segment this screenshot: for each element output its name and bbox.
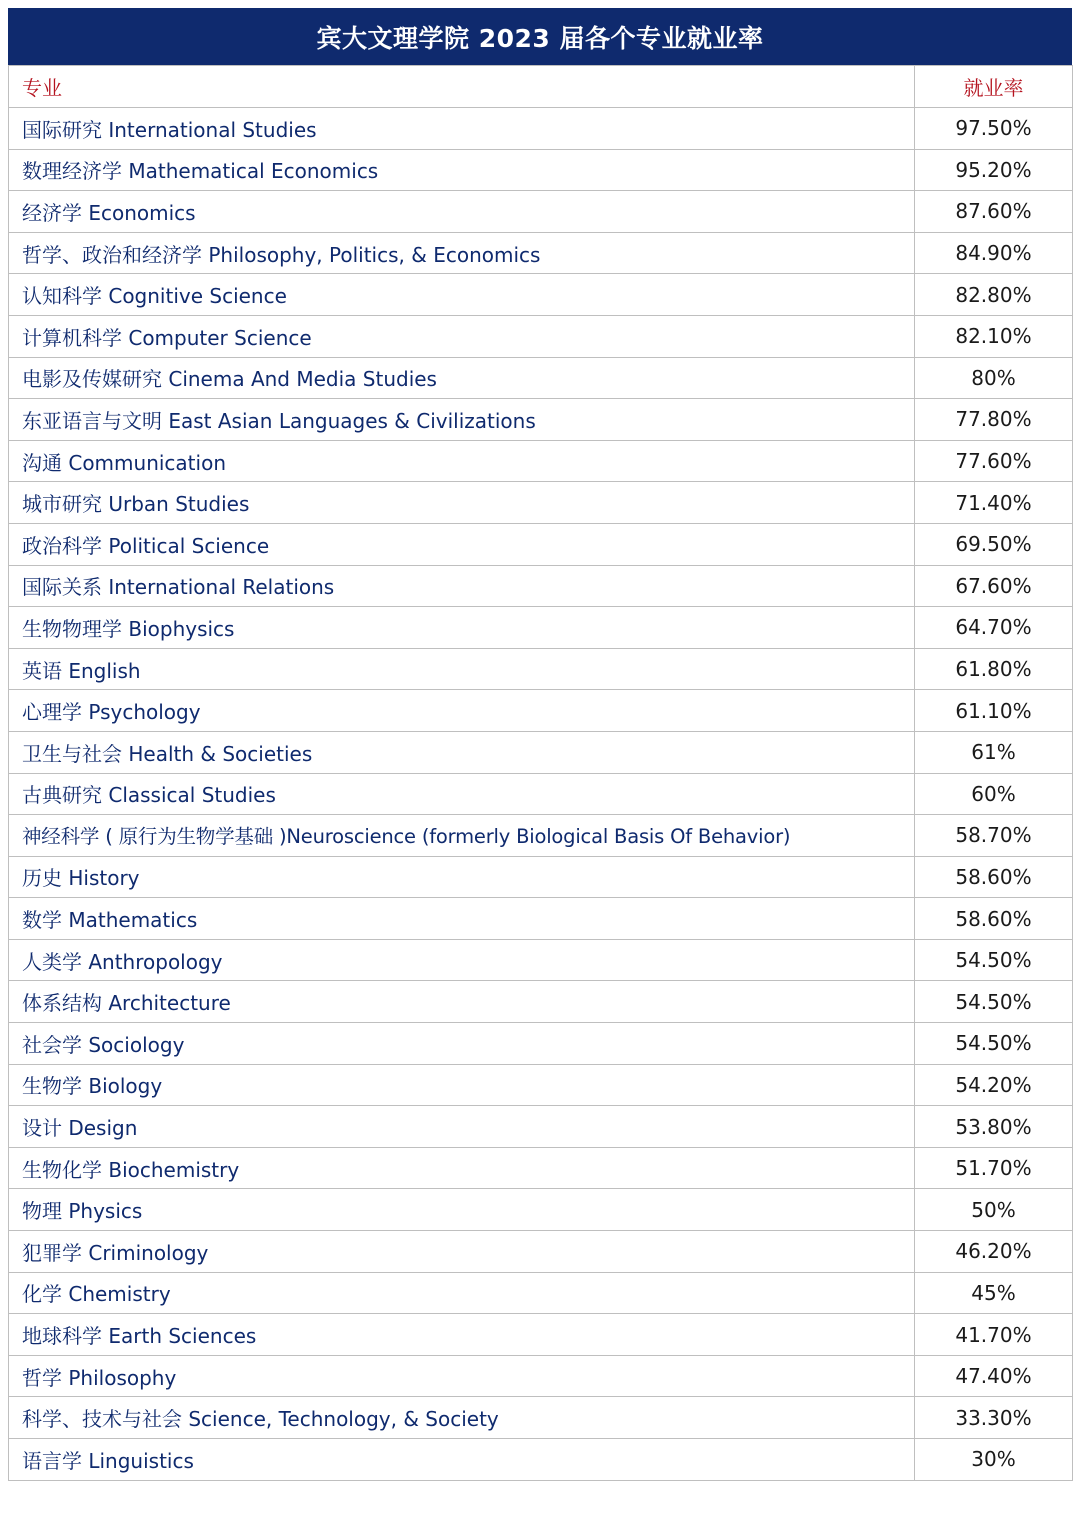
table-row	[9, 232, 1073, 274]
major-cell: 城市研究 Urban Studies	[9, 482, 915, 524]
table-title: 宾大文理学院 2023 届各个专业就业率	[8, 8, 1072, 65]
major-cell: 体系结构 Architecture	[9, 981, 915, 1023]
rate-cell: 84.90%	[915, 232, 1073, 274]
rate-cell: 61%	[915, 731, 1073, 773]
table-row	[9, 648, 1073, 690]
rate-cell: 58.60%	[915, 898, 1073, 940]
major-cell: 经济学 Economics	[9, 191, 915, 233]
major-cell: 科学、技术与社会 Science, Technology, & Society	[9, 1397, 915, 1439]
rate-cell: 46.20%	[915, 1231, 1073, 1273]
rate-cell: 95.20%	[915, 149, 1073, 191]
table-header-row	[9, 66, 1073, 108]
major-cell: 历史 History	[9, 856, 915, 898]
major-cell: 语言学 Linguistics	[9, 1439, 915, 1481]
rate-cell: 45%	[915, 1272, 1073, 1314]
major-cell: 电影及传媒研究 Cinema And Media Studies	[9, 357, 915, 399]
rate-cell: 58.70%	[915, 815, 1073, 857]
major-cell: 数学 Mathematics	[9, 898, 915, 940]
rate-cell: 77.60%	[915, 440, 1073, 482]
major-cell: 犯罪学 Criminology	[9, 1231, 915, 1273]
major-cell: 哲学、政治和经济学 Philosophy, Politics, & Economics	[9, 232, 915, 274]
major-cell: 数理经济学 Mathematical Economics	[9, 149, 915, 191]
major-cell: 设计 Design	[9, 1106, 915, 1148]
major-cell: 古典研究 Classical Studies	[9, 773, 915, 815]
major-cell: 心理学 Psychology	[9, 690, 915, 732]
rate-cell: 61.10%	[915, 690, 1073, 732]
major-cell: 哲学 Philosophy	[9, 1355, 915, 1397]
table-row	[9, 1023, 1073, 1065]
rate-cell: 51.70%	[915, 1147, 1073, 1189]
major-cell: 国际研究 International Studies	[9, 108, 915, 150]
table-row	[9, 523, 1073, 565]
table-row	[9, 399, 1073, 441]
table-row	[9, 815, 1073, 857]
major-cell: 生物物理学 Biophysics	[9, 607, 915, 649]
table-row	[9, 607, 1073, 649]
rate-cell: 64.70%	[915, 607, 1073, 649]
rate-cell: 97.50%	[915, 108, 1073, 150]
table-row	[9, 1231, 1073, 1273]
table-row	[9, 440, 1073, 482]
table-row	[9, 1272, 1073, 1314]
table-row	[9, 108, 1073, 150]
major-cell: 政治科学 Political Science	[9, 523, 915, 565]
rate-cell: 54.50%	[915, 981, 1073, 1023]
rate-cell: 30%	[915, 1439, 1073, 1481]
major-cell: 人类学 Anthropology	[9, 939, 915, 981]
table-row	[9, 565, 1073, 607]
rate-cell: 80%	[915, 357, 1073, 399]
major-cell: 认知科学 Cognitive Science	[9, 274, 915, 316]
table-row	[9, 1314, 1073, 1356]
rate-cell: 58.60%	[915, 856, 1073, 898]
table-row	[9, 357, 1073, 399]
table-row	[9, 315, 1073, 357]
table-row	[9, 274, 1073, 316]
rate-cell: 54.20%	[915, 1064, 1073, 1106]
table-row	[9, 1106, 1073, 1148]
employment-rate-table	[8, 65, 1073, 1481]
table-row	[9, 690, 1073, 732]
rate-cell: 87.60%	[915, 191, 1073, 233]
major-cell: 卫生与社会 Health & Societies	[9, 731, 915, 773]
rate-cell: 41.70%	[915, 1314, 1073, 1356]
rate-cell: 77.80%	[915, 399, 1073, 441]
rate-cell: 69.50%	[915, 523, 1073, 565]
major-cell: 化学 Chemistry	[9, 1272, 915, 1314]
table-row	[9, 1439, 1073, 1481]
rate-cell: 54.50%	[915, 1023, 1073, 1065]
rate-cell: 53.80%	[915, 1106, 1073, 1148]
major-cell: 地球科学 Earth Sciences	[9, 1314, 915, 1356]
table-row	[9, 1355, 1073, 1397]
major-cell: 计算机科学 Computer Science	[9, 315, 915, 357]
rate-cell: 82.80%	[915, 274, 1073, 316]
table-row	[9, 191, 1073, 233]
rate-cell: 54.50%	[915, 939, 1073, 981]
table-row	[9, 149, 1073, 191]
major-cell: 生物学 Biology	[9, 1064, 915, 1106]
rate-cell: 82.10%	[915, 315, 1073, 357]
table-row	[9, 1397, 1073, 1439]
major-cell: 东亚语言与文明 East Asian Languages & Civilizations	[9, 399, 915, 441]
table-row	[9, 773, 1073, 815]
table-row	[9, 939, 1073, 981]
table-row	[9, 482, 1073, 524]
major-cell: 社会学 Sociology	[9, 1023, 915, 1065]
employment-rate-sheet	[8, 8, 1072, 1481]
rate-cell: 61.80%	[915, 648, 1073, 690]
major-cell: 国际关系 International Relations	[9, 565, 915, 607]
rate-cell: 67.60%	[915, 565, 1073, 607]
table-row	[9, 981, 1073, 1023]
major-cell: 物理 Physics	[9, 1189, 915, 1231]
rate-cell: 60%	[915, 773, 1073, 815]
table-row	[9, 898, 1073, 940]
major-cell: 沟通 Communication	[9, 440, 915, 482]
major-cell: 生物化学 Biochemistry	[9, 1147, 915, 1189]
major-cell: 神经科学 ( 原行为生物学基础 )Neuroscience (formerly Biological Basis Of Behavior)	[9, 815, 915, 857]
column-header-rate: 就业率	[915, 66, 1073, 108]
table-row	[9, 1147, 1073, 1189]
table-row	[9, 1189, 1073, 1231]
column-header-major: 专业	[9, 66, 915, 108]
rate-cell: 33.30%	[915, 1397, 1073, 1439]
rate-cell: 71.40%	[915, 482, 1073, 524]
rate-cell: 50%	[915, 1189, 1073, 1231]
table-row	[9, 731, 1073, 773]
table-row	[9, 1064, 1073, 1106]
rate-cell: 47.40%	[915, 1355, 1073, 1397]
major-cell: 英语 English	[9, 648, 915, 690]
table-row	[9, 856, 1073, 898]
